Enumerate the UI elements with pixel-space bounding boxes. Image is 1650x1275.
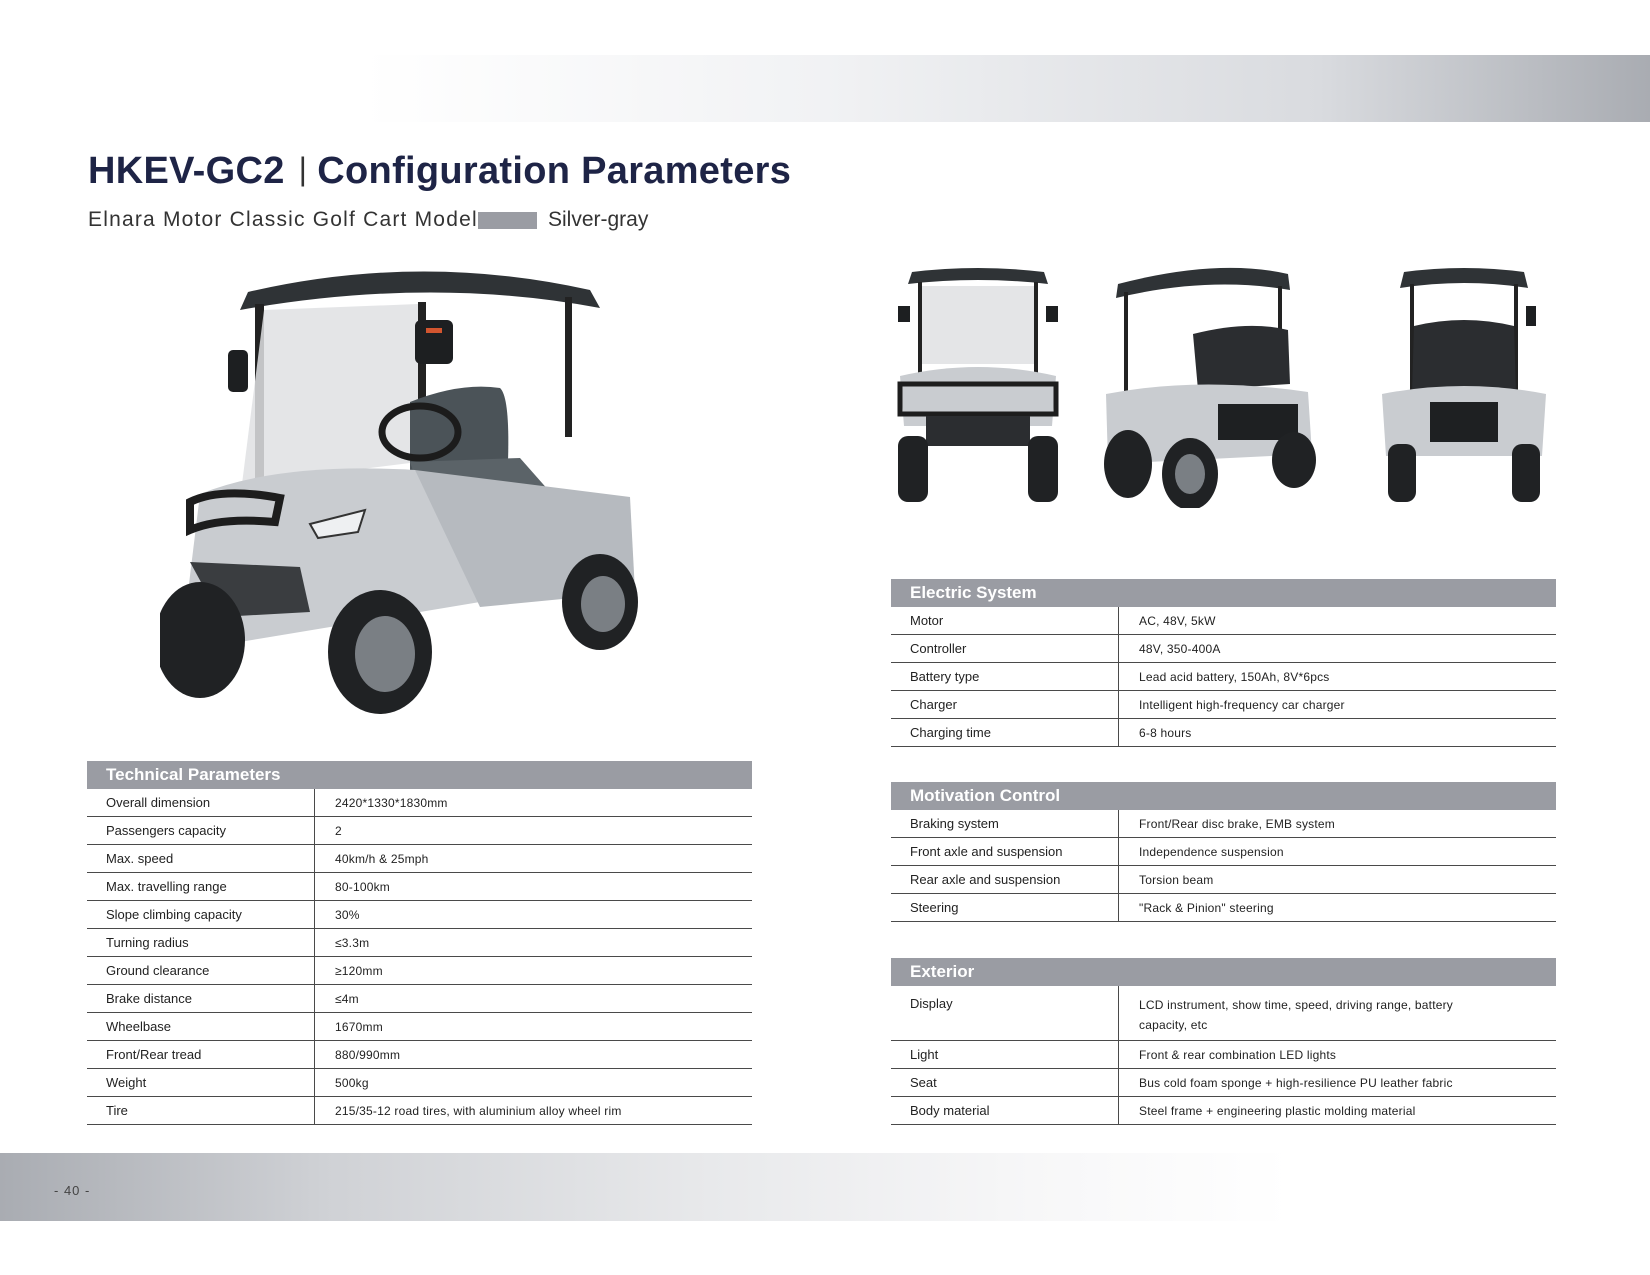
row-label: Controller xyxy=(891,635,1119,662)
row-value: ≤4m xyxy=(335,991,359,1006)
table-row xyxy=(891,1069,1556,1097)
table-row xyxy=(87,845,752,873)
table-header: Electric System xyxy=(891,579,1556,607)
table-row xyxy=(87,873,752,901)
table-row xyxy=(891,1041,1556,1069)
table-header: Exterior xyxy=(891,958,1556,986)
table-row xyxy=(87,1041,752,1069)
table-row xyxy=(891,635,1556,663)
cart-side-view-photo xyxy=(1098,264,1322,508)
color-swatch xyxy=(478,212,537,229)
table-row xyxy=(87,817,752,845)
row-value: Front/Rear disc brake, EMB system xyxy=(1139,816,1335,831)
title-text: Configuration Parameters xyxy=(317,150,792,192)
row-value: ≤3.3m xyxy=(335,935,370,950)
row-value: AC, 48V, 5kW xyxy=(1139,613,1216,628)
table-row xyxy=(87,1069,752,1097)
table-row xyxy=(891,866,1556,894)
title-separator: | xyxy=(298,151,308,187)
row-value: Lead acid battery, 150Ah, 8V*6pcs xyxy=(1139,669,1330,684)
page-title xyxy=(88,150,791,193)
table-row xyxy=(87,985,752,1013)
table-row xyxy=(891,838,1556,866)
table-header: Motivation Control xyxy=(891,782,1556,810)
row-value: LCD instrument, show time, speed, driving range, battery capacity, etc xyxy=(1139,998,1454,1032)
color-name: Silver-gray xyxy=(548,208,649,231)
table-row xyxy=(891,719,1556,747)
table-row xyxy=(891,607,1556,635)
table-row xyxy=(891,894,1556,922)
row-label: Weight xyxy=(87,1069,315,1096)
row-value: Steel frame + engineering plastic molding material xyxy=(1139,1103,1416,1118)
table-row xyxy=(891,1097,1556,1125)
page-number: - 40 - xyxy=(54,1183,91,1198)
row-value: Intelligent high-frequency car charger xyxy=(1139,697,1345,712)
row-label: Charger xyxy=(891,691,1119,718)
row-label: Front/Rear tread xyxy=(87,1041,315,1068)
row-value: 215/35-12 road tires, with aluminium alloy wheel rim xyxy=(335,1103,622,1118)
row-label: Max. travelling range xyxy=(87,873,315,900)
row-value: 40km/h & 25mph xyxy=(335,851,429,866)
row-label: Front axle and suspension xyxy=(891,838,1119,865)
row-value: 2420*1330*1830mm xyxy=(335,795,448,810)
table-row xyxy=(891,986,1556,1041)
table-row xyxy=(87,901,752,929)
row-label: Turning radius xyxy=(87,929,315,956)
motivation-control-table xyxy=(891,782,1556,922)
row-value: 6-8 hours xyxy=(1139,725,1192,740)
row-label: Light xyxy=(891,1041,1119,1068)
row-value: 1670mm xyxy=(335,1019,383,1034)
row-value: Bus cold foam sponge + high-resilience PU leather fabric xyxy=(1139,1075,1453,1090)
row-label: Ground clearance xyxy=(87,957,315,984)
row-label: Display xyxy=(891,986,1119,1040)
row-label: Body material xyxy=(891,1097,1119,1124)
row-label: Slope climbing capacity xyxy=(87,901,315,928)
row-value: Independence suspension xyxy=(1139,844,1284,859)
row-label: Braking system xyxy=(891,810,1119,837)
table-row xyxy=(87,789,752,817)
exterior-table xyxy=(891,958,1556,1125)
row-label: Seat xyxy=(891,1069,1119,1096)
row-value: 80-100km xyxy=(335,879,390,894)
table-row xyxy=(891,691,1556,719)
row-value: 880/990mm xyxy=(335,1047,401,1062)
row-label: Charging time xyxy=(891,719,1119,746)
row-value: ≥120mm xyxy=(335,963,383,978)
table-row xyxy=(87,957,752,985)
table-row xyxy=(87,1013,752,1041)
row-value: "Rack & Pinion" steering xyxy=(1139,900,1274,915)
row-value: 2 xyxy=(335,823,342,838)
main-cart-photo xyxy=(160,262,680,758)
table-row xyxy=(87,1097,752,1125)
model-name: HKEV-GC2 xyxy=(88,150,285,192)
row-value: 48V, 350-400A xyxy=(1139,641,1221,656)
row-label: Max. speed xyxy=(87,845,315,872)
row-label: Wheelbase xyxy=(87,1013,315,1040)
row-label: Passengers capacity xyxy=(87,817,315,844)
table-row xyxy=(87,929,752,957)
row-label: Rear axle and suspension xyxy=(891,866,1119,893)
cart-front-view-photo xyxy=(892,266,1064,506)
cart-rear-view-photo xyxy=(1376,266,1552,506)
row-label: Motor xyxy=(891,607,1119,634)
row-value: Front & rear combination LED lights xyxy=(1139,1047,1337,1062)
row-label: Battery type xyxy=(891,663,1119,690)
table-header: Technical Parameters xyxy=(87,761,752,789)
footer-decor-band xyxy=(0,1153,1290,1221)
row-label: Brake distance xyxy=(87,985,315,1012)
table-row xyxy=(891,810,1556,838)
header-decor-band xyxy=(0,55,1650,122)
technical-parameters-table xyxy=(87,761,752,1125)
row-label: Tire xyxy=(87,1097,315,1124)
page-subtitle: Elnara Motor Classic Golf Cart Model xyxy=(88,208,478,231)
electric-system-table xyxy=(891,579,1556,747)
row-value: 30% xyxy=(335,907,360,922)
row-label: Overall dimension xyxy=(87,789,315,816)
row-value: 500kg xyxy=(335,1075,369,1090)
row-label: Steering xyxy=(891,894,1119,921)
table-row xyxy=(891,663,1556,691)
row-value: Torsion beam xyxy=(1139,872,1214,887)
